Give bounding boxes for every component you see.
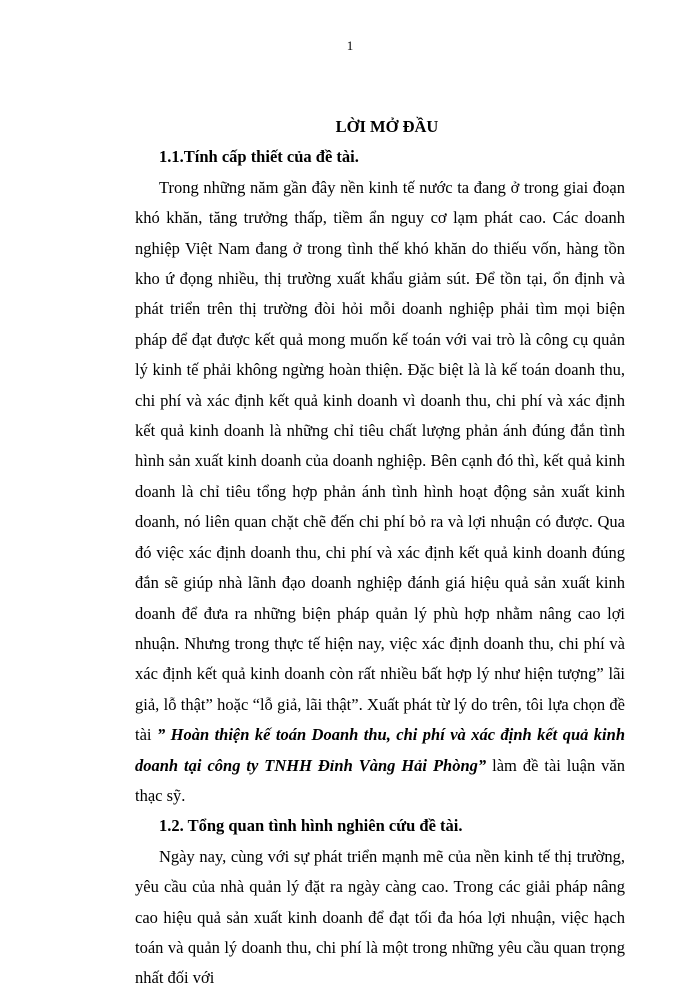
paragraph-text: Trong những năm gần đây nền kinh tế nước ta đang ở trong giai đoạn khó khăn, tăng trưởng thấp, tiềm ẩn nguy cơ lạm phát cao. Các doanh nghiệp Việt Nam đang ở trong tình thế khó khăn do thiếu vốn, hàng tồn kho ứ đọng nhiều, thị trường xuất khẩu giảm sút. Để tồn tại, ổn định và phát triển trên thị trường đòi hỏi mỗi doanh nghiệp phải tìm mọi biện pháp để đạt được kết quả mong muốn kế toán với vai trò là công cụ quản lý kinh tế phải không ngừng hoàn thiện. Đặc biệt là là kế toán doanh thu, chi phí và xác định kết quả kinh doanh vì doanh thu, chi phí và xác định kết quả kinh doanh là những chỉ tiêu chất lượng phản ánh đúng đắn tình hình sản xuất kinh doanh của doanh nghiệp. Bên cạnh đó thì, kết quả kinh doanh là chỉ tiêu tổng hợp phản ánh tình hình hoạt động sản xuất kinh doanh, nó liên quan chặt chẽ đến chi phí bỏ ra và lợi nhuận có được. Qua đó việc xác định doanh thu, chi phí và xác định kết quả kinh doanh đúng đắn sẽ giúp nhà lãnh đạo doanh nghiệp đánh giá hiệu quả sản xuất kinh doanh để đưa ra những biện pháp quản lý phù hợp nhằm nâng cao lợi nhuận. Nhưng trong thực tế hiện nay, việc xác định doanh thu, chi phí và xác định kết quả kinh doanh còn rất nhiều bất hợp lý như hiện tượng” lãi giả, lỗ thật” hoặc “lỗ giả, lãi thật”. Xuất phát từ lý do trên, tôi lựa chọn đề tài [135,177,625,745]
section-heading-1-2: 1.2. Tổng quan tình hình nghiên cứu đề tài. [159,816,463,836]
section-1-2-paragraph: Ngày nay, cùng với sự phát triển mạnh mẽ của nền kinh tế thị trường, yêu cầu của nhà quản lý đặt ra ngày càng cao. Trong các giải pháp nâng cao hiệu quả sản xuất kinh doanh để đạt tối đa hóa lợi nhuận, việc hạch toán và quản lý doanh thu, chi phí là một trong những yêu cầu quan trọng nhất đối với [135,846,625,988]
thesis-title: ” Hoàn thiện kế toán Doanh thu, chi phí và xác định kết quả kinh doanh tại công ty TNHH Đỉnh Vàng Hải Phòng” [135,725,625,775]
section-1-1-paragraph [135,173,625,812]
section-heading-1-1: 1.1.Tính cấp thiết của đề tài. [159,147,359,167]
document-body [135,112,625,994]
page-number: 1 [346,38,354,53]
paragraph-text-end: làm đề tài luận văn thạc sỹ. [135,755,626,805]
document-title: LỜI MỞ ĐẦU [335,117,439,136]
